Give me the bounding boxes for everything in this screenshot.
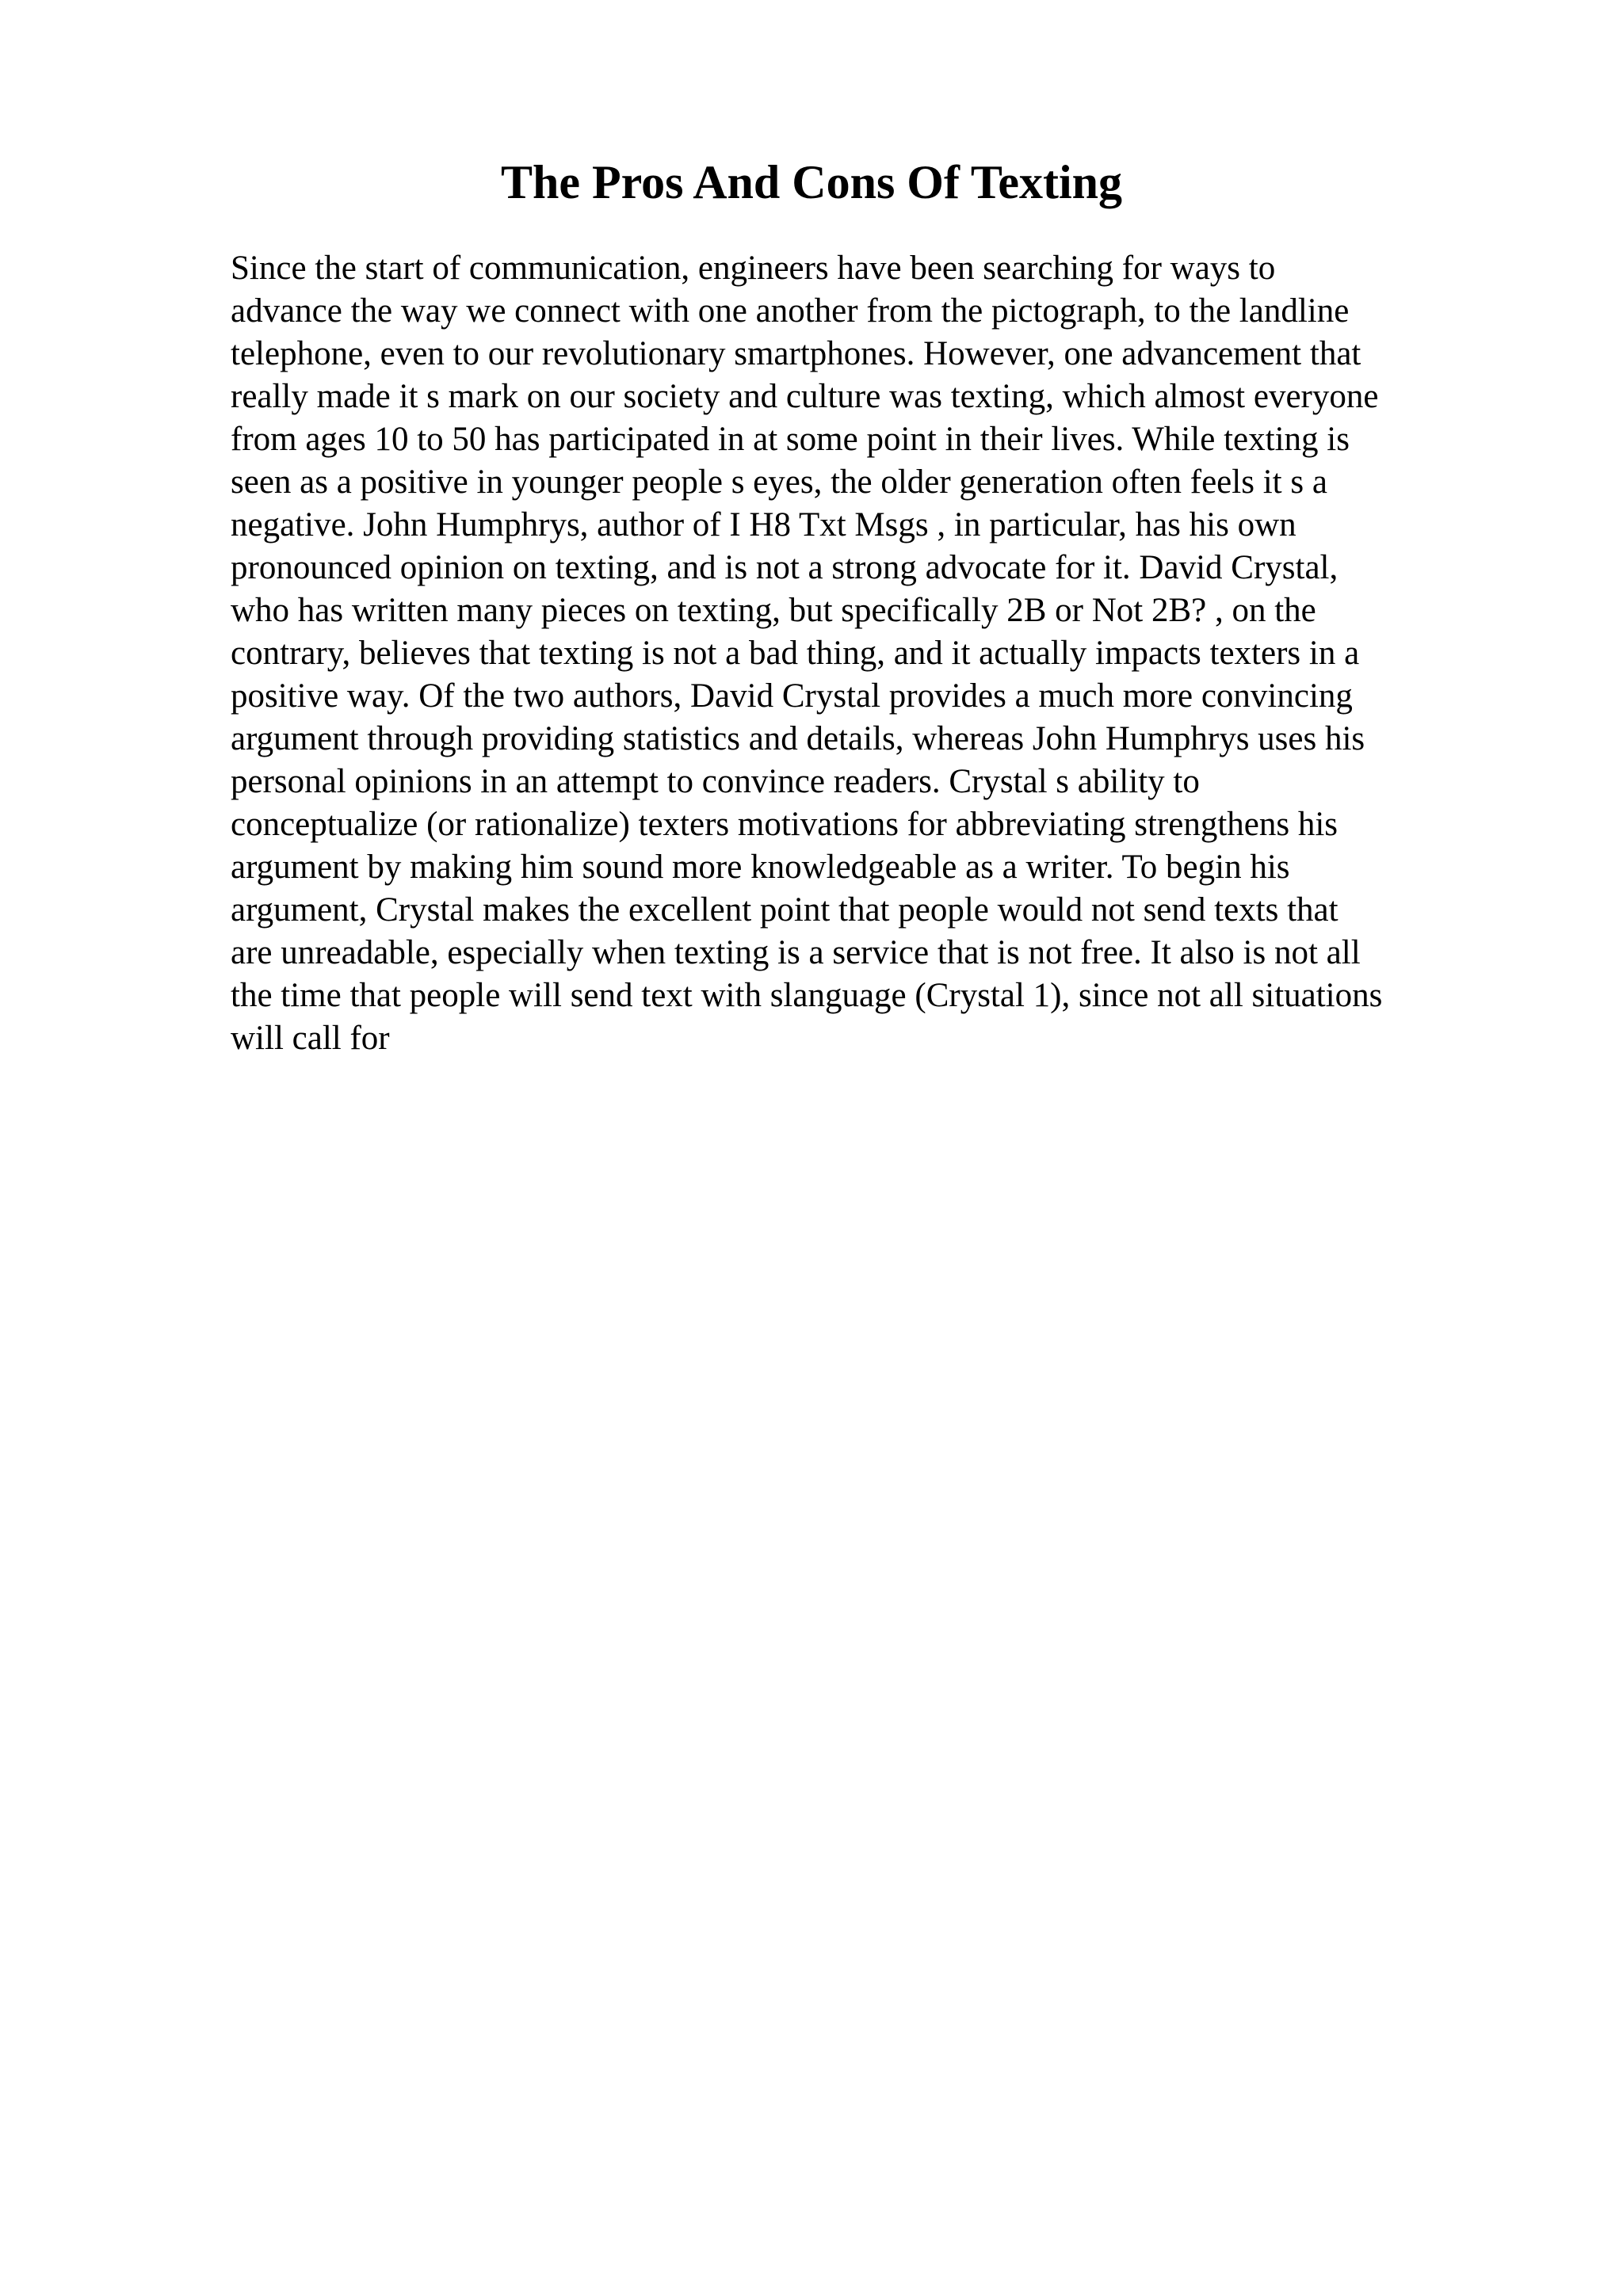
body-line: positive way. Of the two authors, David Crystal provides a much more convincing (231, 677, 1353, 715)
body-line: Since the start of communication, engineers have been searching for ways to (231, 250, 1276, 287)
body-line: negative. John Humphrys, author of I H8 Txt Msgs , in particular, has his own (231, 506, 1296, 543)
body-line: contrary, believes that texting is not a bad thing, and it actually impacts texters in a (231, 635, 1360, 672)
body-line: telephone, even to our revolutionary smartphones. However, one advancement that (231, 335, 1361, 372)
document-body (231, 247, 1382, 1060)
body-line: argument through providing statistics and details, whereas John Humphrys uses his (231, 720, 1365, 757)
document-title: The Pros And Cons Of Texting (500, 156, 1123, 208)
body-line: seen as a positive in younger people s eyes, the older generation often feels it s a (231, 463, 1327, 501)
body-line: the time that people will send text with slanguage (Crystal 1), since not all situations (231, 977, 1383, 1014)
body-line: pronounced opinion on texting, and is not a strong advocate for it. David Crystal, (231, 549, 1338, 586)
body-line: argument by making him sound more knowledgeable as a writer. To begin his (231, 849, 1290, 886)
body-line: argument, Crystal makes the excellent point that people would not send texts that (231, 891, 1338, 929)
body-line: are unreadable, especially when texting is a service that is not free. It also is not all (231, 934, 1361, 971)
body-line: from ages 10 to 50 has participated in at some point in their lives. While texting is (231, 421, 1350, 458)
body-line: conceptualize (or rationalize) texters motivations for abbreviating strengthens his (231, 806, 1338, 843)
body-line: really made it s mark on our society and culture was texting, which almost everyone (231, 378, 1379, 415)
body-line: advance the way we connect with one another from the pictograph, to the landline (231, 292, 1350, 330)
body-line: will call for (231, 1020, 390, 1057)
body-line: personal opinions in an attempt to convince readers. Crystal s ability to (231, 763, 1200, 800)
body-line: who has written many pieces on texting, but specifically 2B or Not 2B? , on the (231, 592, 1316, 629)
